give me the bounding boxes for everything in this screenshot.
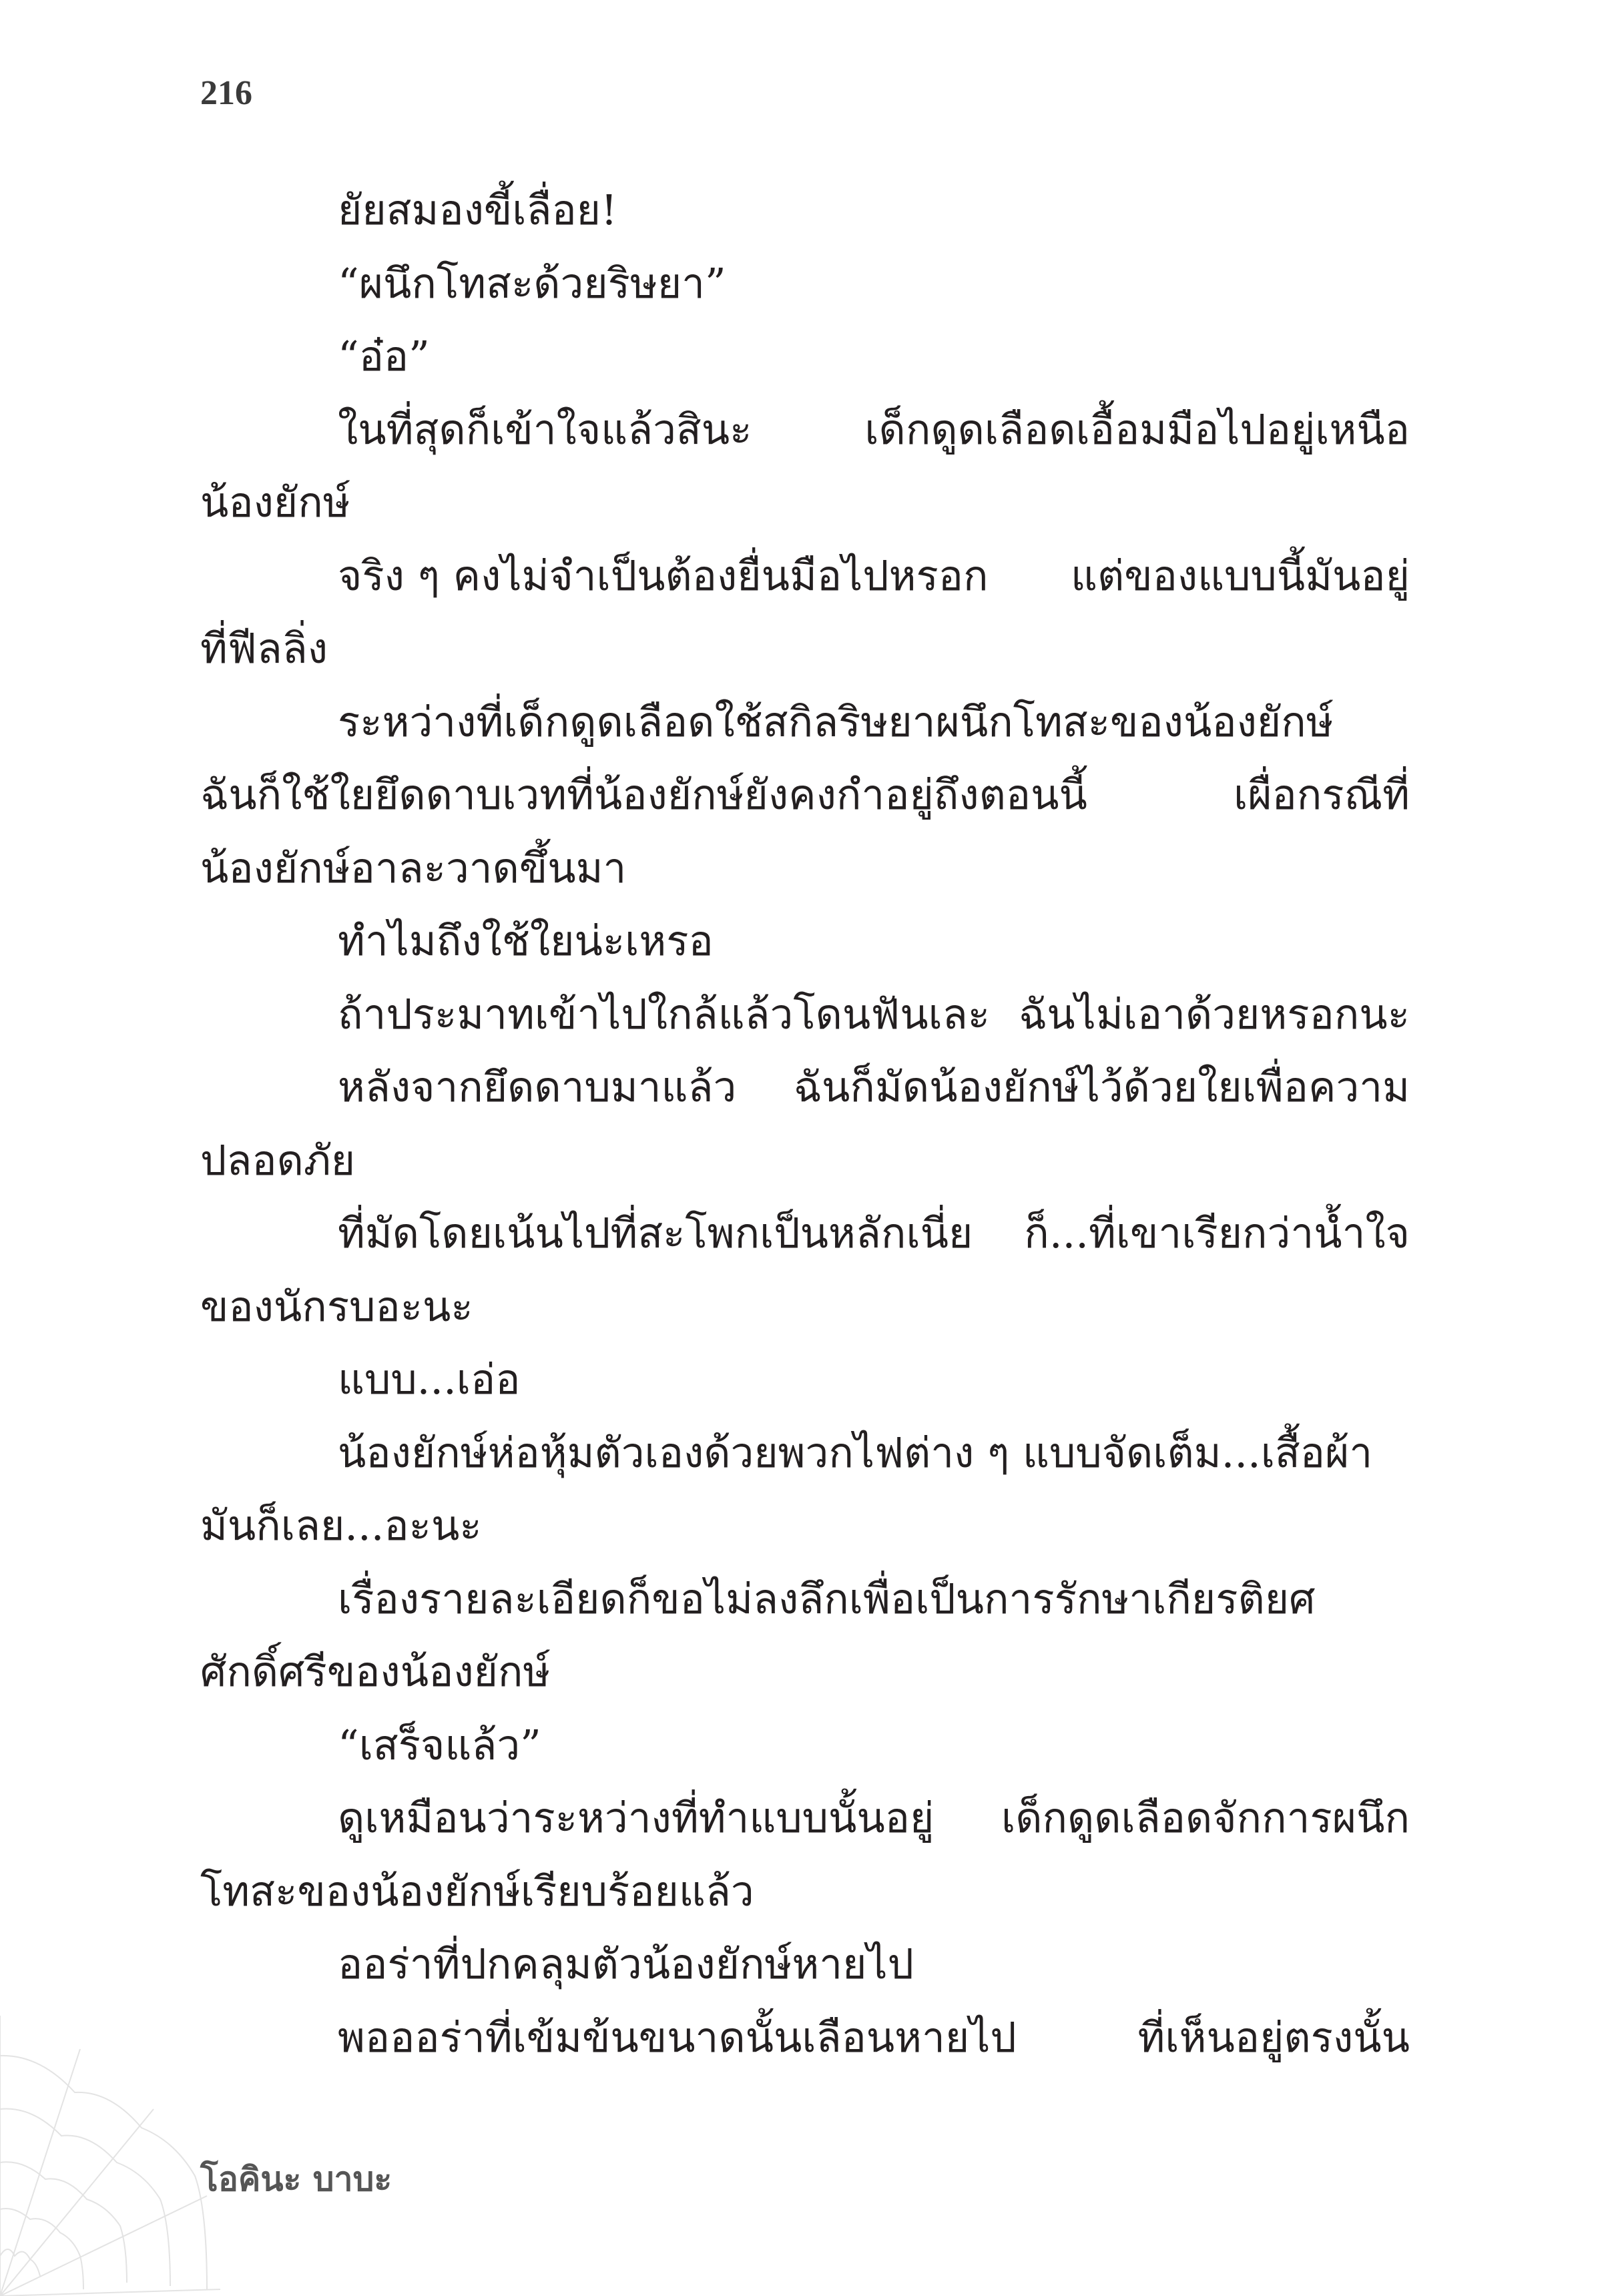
text-line <box>200 1562 1410 1636</box>
text-line <box>200 1781 1410 1855</box>
text-line: ศักดิ์ศรีของน้องยักษ์ <box>200 1647 551 1696</box>
text-line: น้องยักษ์อาละวาดขึ้นมา <box>200 843 627 892</box>
text-line: แบบ...เอ่อ <box>338 1355 521 1404</box>
text-line: มันก็เลย...อะนะ <box>200 1501 482 1550</box>
text-segment: ก็...ที่เขาเรียกว่าน้ำใจ <box>1024 1209 1410 1257</box>
text-segment: ฉันก็มัดน้องยักษ์ไว้ด้วยใยเพื่อความ <box>793 1063 1410 1111</box>
text-segment: ฉันก็ใช้ใยยึดดาบเวทที่น้องยักษ์ยังคงกำอยู่ถึงตอนนี้ <box>200 770 1087 819</box>
text-line: น้องยักษ์ <box>200 478 350 527</box>
body-text <box>200 174 1410 2074</box>
text-segment: ที่มัดโดยเน้นไปที่สะโพกเป็นหลักเนี่ย <box>338 1209 973 1257</box>
author-name: โอคินะ บาบะ <box>200 2160 392 2199</box>
text-line: “ผนึกโทสะด้วยริษยา” <box>338 258 726 308</box>
text-line <box>200 1197 1410 1270</box>
text-line <box>200 1051 1410 1124</box>
text-segment: เด็กดูดเลือดเอื้อมมือไปอยู่เหนือ <box>864 404 1410 454</box>
text-line: ปลอดภัย <box>200 1135 356 1185</box>
text-segment: ในที่สุดก็เข้าใจแล้วสินะ <box>338 404 752 454</box>
spider-web-decoration <box>0 1976 220 2296</box>
text-segment: ฉันไม่เอาด้วยหรอกนะ <box>1019 989 1410 1039</box>
text-line: ของนักรบอะนะ <box>200 1281 473 1331</box>
text-line: ยัยสมองขี้เลื่อย! <box>338 186 617 234</box>
text-line <box>200 758 1410 832</box>
text-segment: พอออร่าที่เข้มข้นขนาดนั้นเลือนหายไป <box>338 2012 1017 2062</box>
text-segment: ถ้าประมาทเข้าไปใกล้แล้วโดนฟันเละ <box>338 989 991 1039</box>
text-segment: ดูเหมือนว่าระหว่างที่ทำแบบนั้นอยู่ <box>338 1793 934 1842</box>
text-line: ทำไมถึงใช้ใยน่ะเหรอ <box>338 916 714 965</box>
text-segment: หลังจากยึดดาบมาแล้ว <box>338 1063 737 1111</box>
text-line: “อ๋อ” <box>338 332 430 380</box>
text-line: ออร่าที่ปกคลุมตัวน้องยักษ์หายไป <box>338 1940 914 1988</box>
text-segment: ระหว่างที่เด็กดูดเลือดใช้สกิลริษยาผนึกโทสะของน้องยักษ์ <box>338 697 1334 746</box>
text-line: “เสร็จแล้ว” <box>338 1720 541 1769</box>
text-segment: น้องยักษ์ห่อหุ้มตัวเองด้วยพวกไฟต่าง ๆ แบบจัดเต็ม...เสื้อผ้า <box>338 1428 1373 1477</box>
text-line <box>200 539 1410 613</box>
text-segment: เผื่อกรณีที่ <box>1234 770 1410 819</box>
text-line <box>200 685 1410 759</box>
text-segment: แต่ของแบบนี้มันอยู่ <box>1071 551 1410 600</box>
text-segment: จริง ๆ คงไม่จำเป็นต้องยื่นมือไปหรอก <box>338 551 989 600</box>
text-line <box>200 1416 1410 1490</box>
text-line: โทสะของน้องยักษ์เรียบร้อยแล้ว <box>200 1866 754 1916</box>
text-line <box>200 2001 1410 2074</box>
text-segment: ที่เห็นอยู่ตรงนั้น <box>1137 2012 1410 2062</box>
text-line: ที่ฟีลลิ่ง <box>200 624 328 673</box>
text-line <box>200 978 1410 1051</box>
text-segment: เด็กดูดเลือดจักการผนึก <box>1001 1793 1410 1842</box>
text-segment: เรื่องรายละเอียดก็ขอไม่ลงลึกเพื่อเป็นการรักษาเกียรติยศ <box>338 1574 1316 1623</box>
text-line <box>200 393 1410 467</box>
page-number: 216 <box>200 74 252 112</box>
